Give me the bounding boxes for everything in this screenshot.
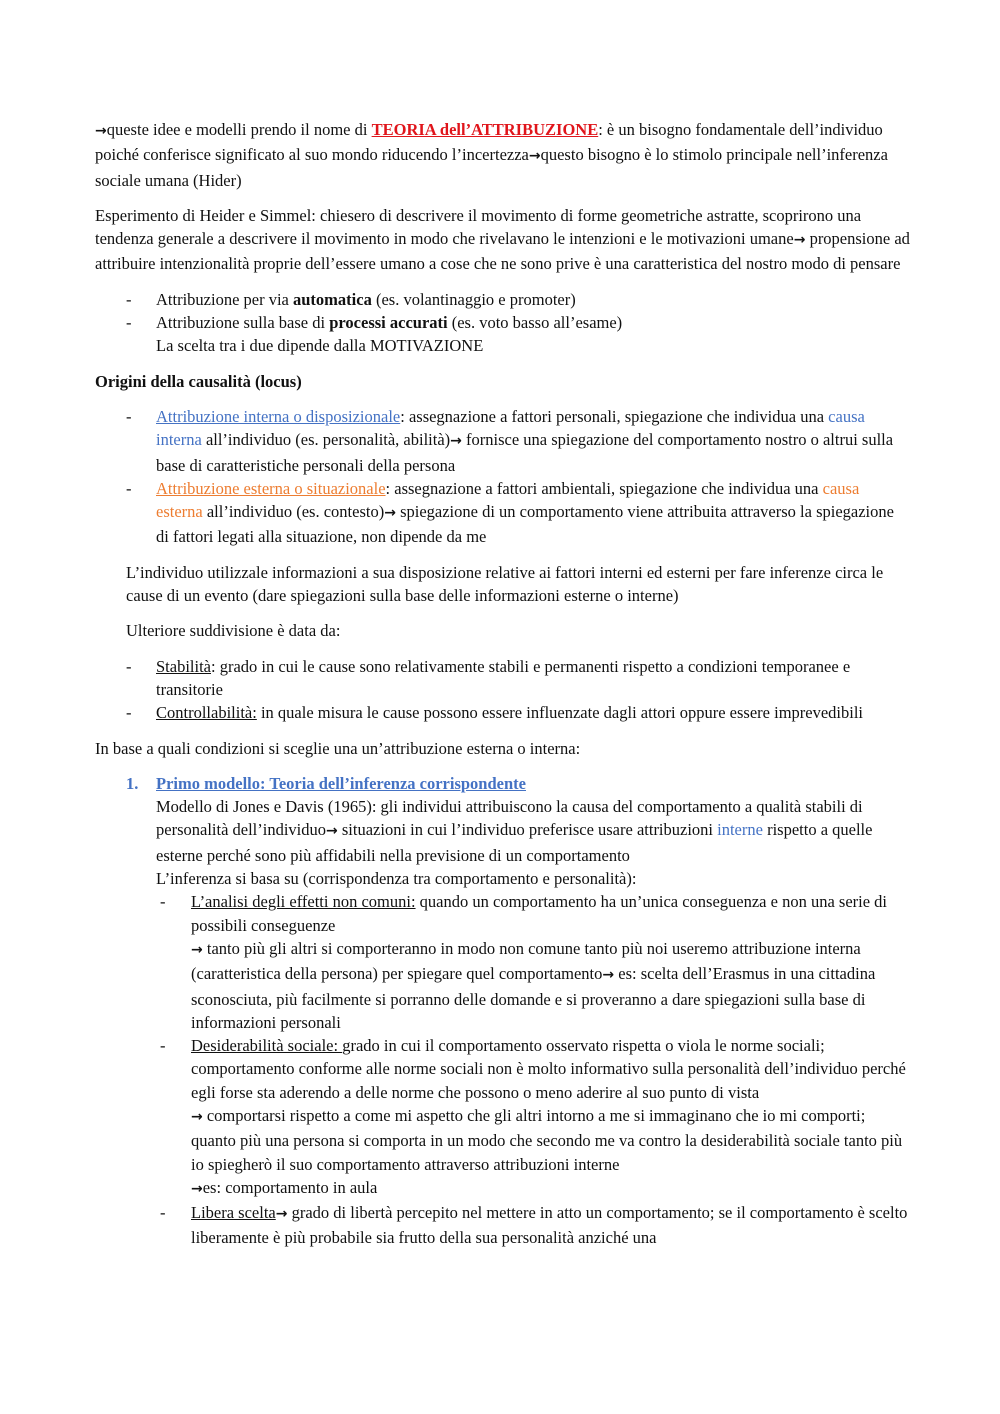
dash-bullet: - <box>126 656 132 676</box>
section-heading: Origini della causalità (locus) <box>95 371 302 391</box>
dash-bullet: - <box>160 892 166 912</box>
arrow-icon: → <box>275 1206 288 1223</box>
internal-attribution-term: Attribuzione interna o disposizionale <box>156 406 401 426</box>
external-attribution-term: Attribuzione esterna o situazionale <box>156 478 386 498</box>
list-number: 1. <box>126 773 139 793</box>
models-list <box>95 772 910 1250</box>
list-item: - Attribuzione per via automatica (es. volantinaggio e promoter) <box>95 288 910 311</box>
highlight-title: TEORIA dell’ATTRIBUZIONE <box>371 120 599 139</box>
dash-bullet: - <box>126 406 132 426</box>
arrow-icon: → <box>191 1108 203 1125</box>
arrow-icon: → <box>450 433 462 450</box>
paragraph-text: queste idee e modelli prendo il nome di <box>106 120 372 139</box>
arrow-icon: → <box>384 505 396 522</box>
dash-bullet: - <box>126 703 132 723</box>
paragraph-conditions: In base a quali condizioni si sceglie una un’attribuzione esterna o interna: <box>95 738 581 758</box>
paragraph-information-use: L’individuo utilizzale informazioni a sua disposizione relative ai fattori interni ed esterni per fare inferenze circa le cause di un evento (dare spiegazioni sulla base delle informazioni esterne o interne) <box>126 562 884 606</box>
paragraph-further-subdivision: Ulteriore suddivisione è data da: <box>126 621 341 641</box>
list-item: - Libera scelta→ grado di libertà percepito nel mettere in atto un comportamento; se il comportamento è scelto liberamente è più probabile sia frutto della sua personalità anziché una <box>160 1203 908 1248</box>
attribution-modes-list <box>95 288 910 358</box>
model-item <box>95 772 910 1250</box>
arrow-icon: → <box>191 941 203 958</box>
model-inference-basis: L’inferenza si basa su (corrispondenza tra comportamento e personalità): <box>156 869 637 889</box>
dash-bullet: - <box>160 1203 166 1223</box>
document-page <box>95 118 910 1250</box>
paragraph-text: questo bisogno è lo stimolo principale nell’inferenza sociale umana (Hider) <box>95 145 888 190</box>
locus-list <box>95 405 910 549</box>
list-item: - Controllabilità: in quale misura le cause possono essere influenzate dagli attori oppure essere imprevedibili <box>95 701 910 724</box>
list-item: - Attribuzione sulla base di processi accurati (es. voto basso all’esame) <box>95 311 910 334</box>
list-item: - Attribuzione interna o disposizionale: assegnazione a fattori personali, spiegazione che individua una causa interna all’individuo (es. personalità, abilità)→ fornisce una spiegazione del comportamento nostro o altrui sulla base di caratteristiche personali della persona <box>126 406 894 475</box>
paragraph-text: propensione ad attribuire intenzionalità proprie dell’essere umano a cose che ne sono prive è una caratteristica del nostro modo di pensare <box>95 229 910 274</box>
model-description: Modello di Jones e Davis (1965): gli individui attribuiscono la causa del comportamento a qualità stabili di personalità dell’individuo→ situazioni in cui l’individuo preferisce usare attribuzioni interne rispetto a quelle esterne perché sono più affidabili nella previsione di un comportamento <box>156 797 873 865</box>
list-item: - Stabilità: grado in cui le cause sono relativamente stabili e permanenti rispetto a condizioni temporanee e transitorie <box>126 656 851 699</box>
list-item: - Attribuzione esterna o situazionale: assegnazione a fattori ambientali, spiegazione che individua una causa esterna all’individuo (es. contesto)→ spiegazione di un comportamento viene attribuita attraverso la spiegazione di fattori legati alla situazione, non dipende da me <box>126 478 894 547</box>
paragraph-heider-simmel <box>95 204 910 276</box>
list-item: - Desiderabilità sociale: grado in cui il comportamento osservato rispetta o viola le norme sociali; comportamento conforme alle norme sociali non è molto informativo sulla personalità dell’individuo perché egli forse sta aderendo a delle norme che possono o meno aderire al suo punto di vista → comportarsi rispetto a come mi aspetto che gli altri intorno a me si immaginano che io mi comporti; quanto più una persona si comporta in un modo che secondo me va contro la desiderabilità sociale tanto più io spiegherò il suo comportamento attraverso attribuzioni interne →es: comportamento in aula <box>160 1036 906 1197</box>
arrow-icon: → <box>793 232 806 249</box>
inference-factors-list <box>156 890 910 1249</box>
dash-bullet: - <box>126 478 132 498</box>
paragraph-attribution-theory <box>95 118 910 192</box>
paragraph-text: : è un bisogno fondamentale dell’individuo poiché conferisce significato al suo mondo riducendo l’incertezza <box>95 120 883 165</box>
paragraph-text: Esperimento di Heider e Simmel: chiesero di descrivere il movimento di forme geometriche astratte, scoprirono una tendenza generale a descrivere il movimento in modo che rivelavano le intenzioni e le motivazioni umane <box>95 205 862 249</box>
arrow-icon: → <box>95 123 107 139</box>
arrow-icon: → <box>326 823 338 840</box>
dash-bullet: - <box>126 289 132 309</box>
list-item: - L’analisi degli effetti non comuni: quando un comportamento ha un’unica conseguenza e non una serie di possibili conseguenze → tanto più gli altri si comporteranno in modo non comune tanto più noi useremo attribuzione interna (caratteristica della persona) per spiegare quel comportamento→ es: scelta dell’Erasmus in una cittadina sconosciuta, più facilmente si porranno delle domande e si proveranno a dare spiegazioni sulla base di informazioni personali <box>160 892 888 1032</box>
subdivision-list <box>95 655 910 725</box>
arrow-icon: → <box>528 148 541 165</box>
arrow-icon: → <box>191 1180 203 1197</box>
model-title: Primo modello: Teoria dell’inferenza corrispondente <box>156 773 526 793</box>
dash-bullet: - <box>126 313 132 333</box>
list-item-continuation: La scelta tra i due dipende dalla MOTIVAZIONE <box>156 336 484 356</box>
dash-bullet: - <box>160 1036 166 1056</box>
arrow-icon: → <box>602 967 615 984</box>
